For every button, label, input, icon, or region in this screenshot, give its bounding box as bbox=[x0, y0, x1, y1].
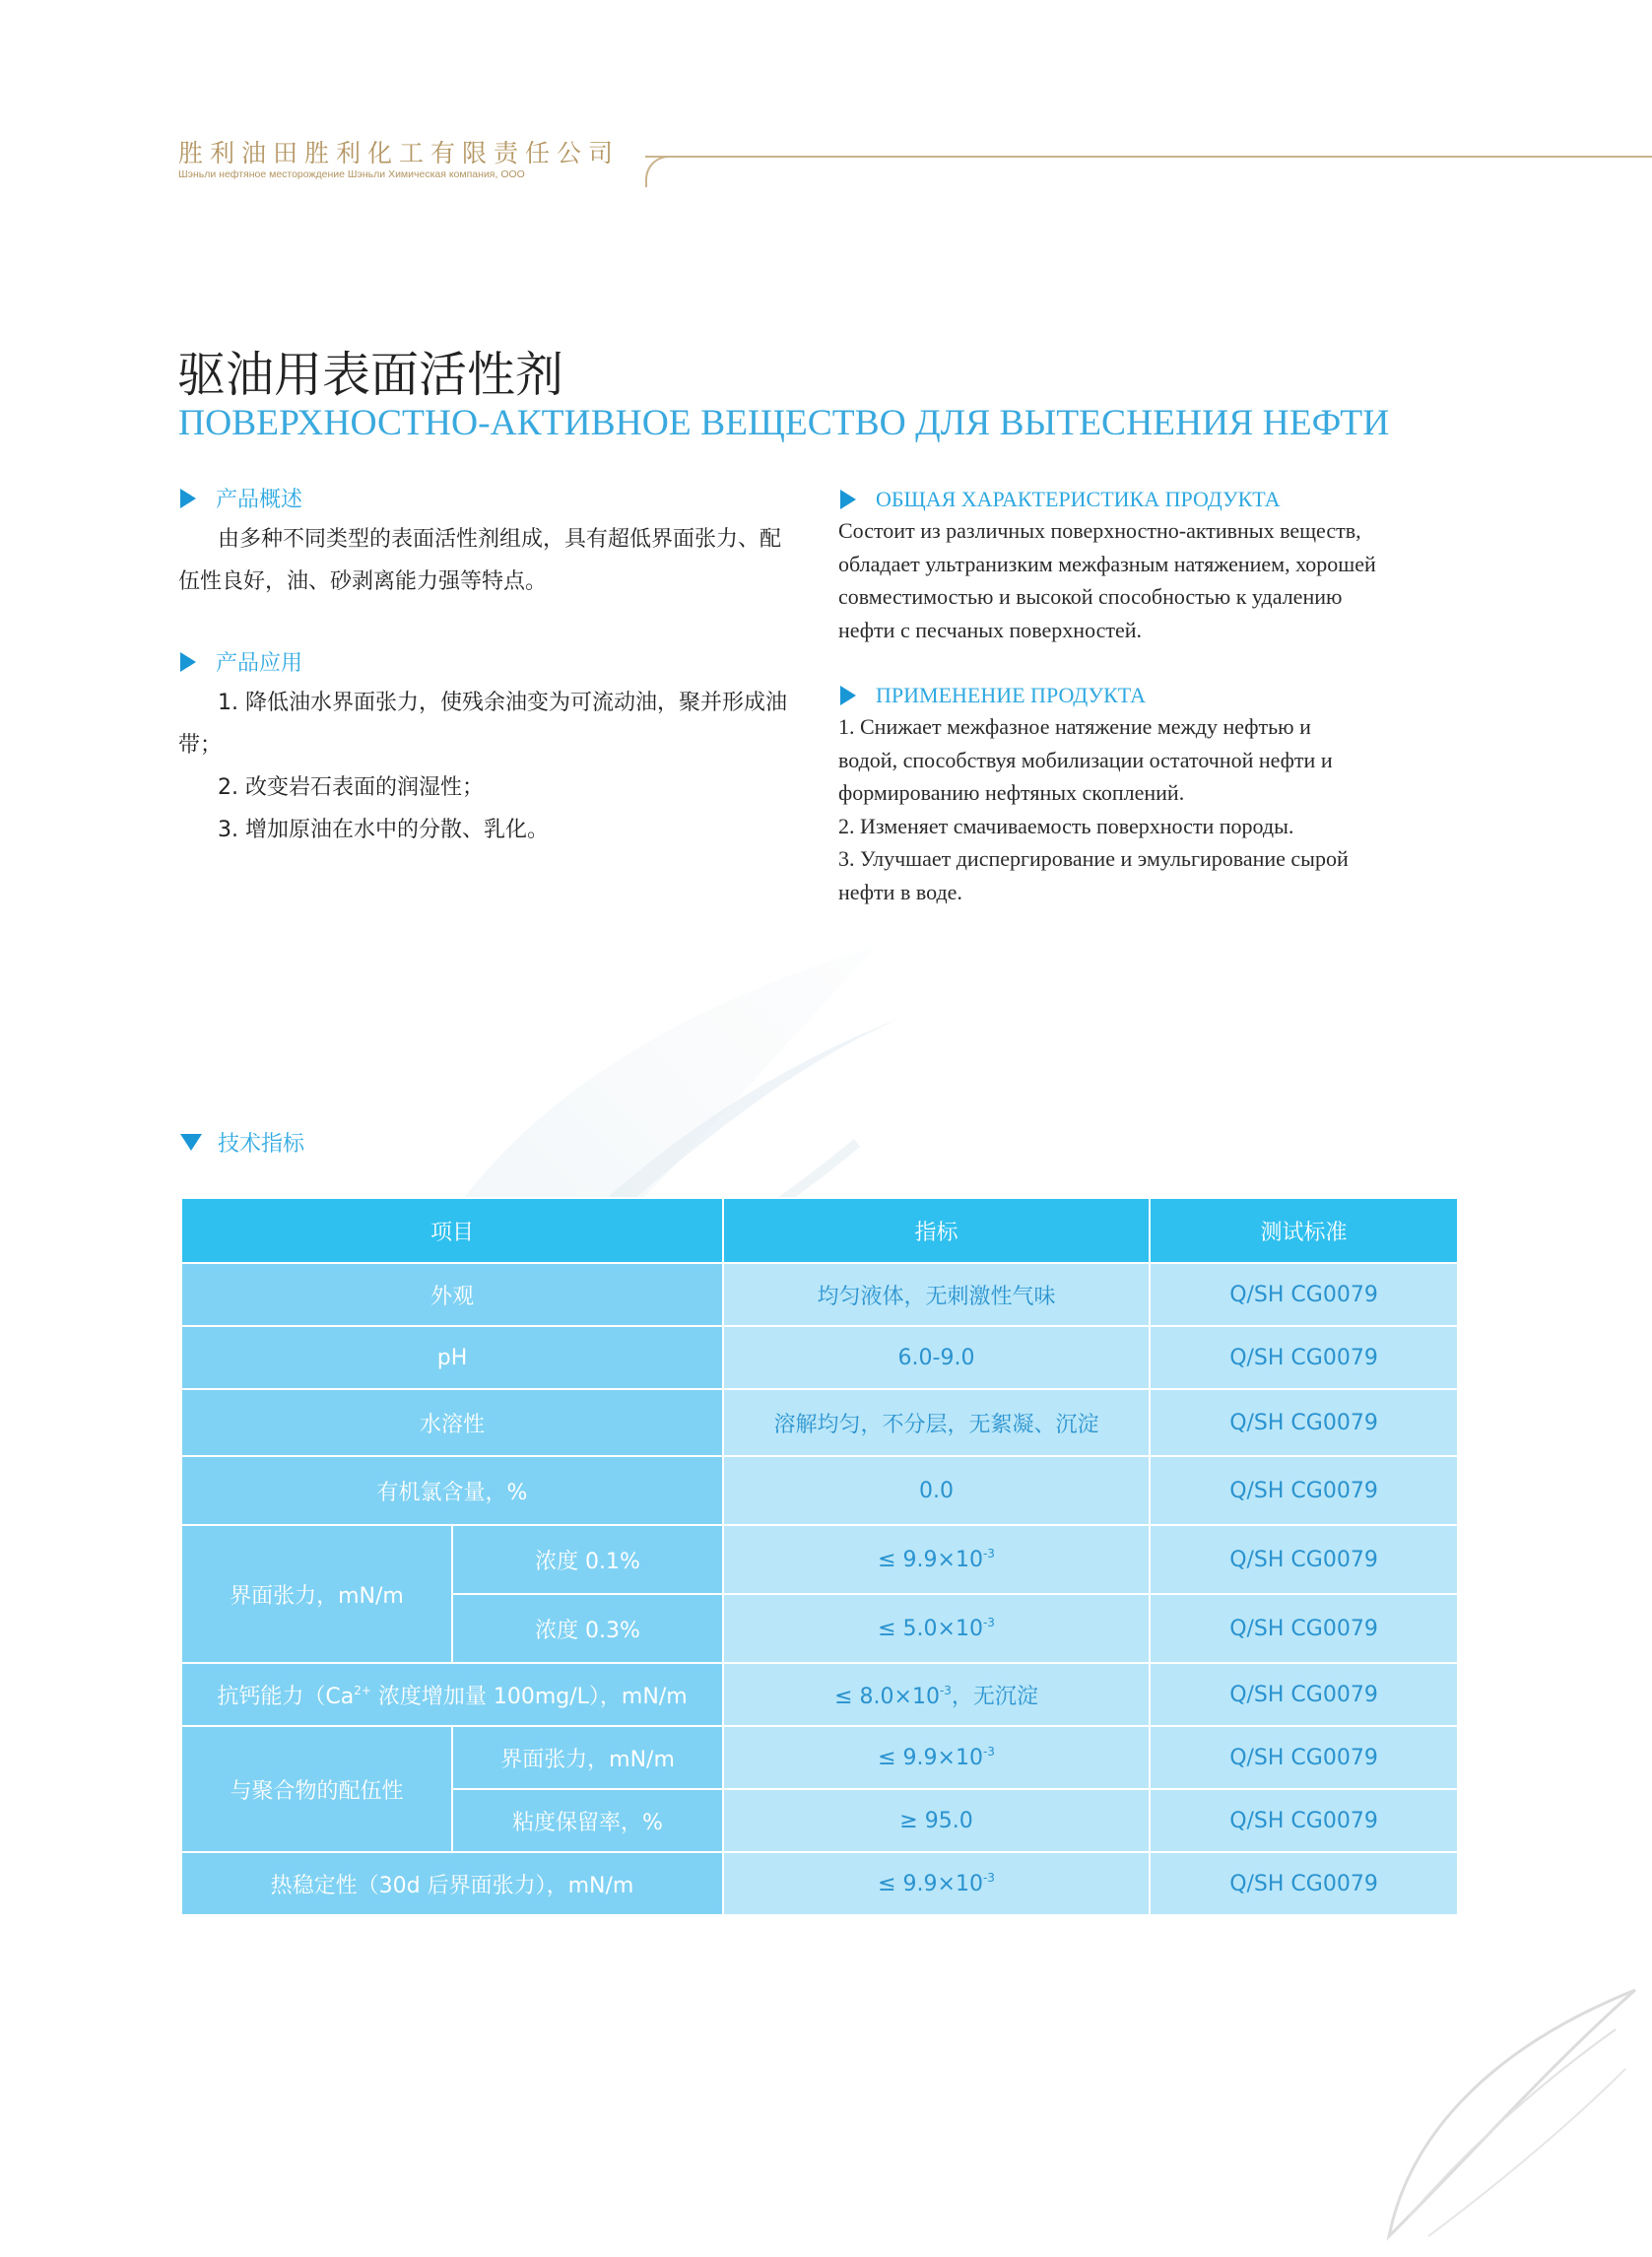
value-base: ≤ 9.9×10 bbox=[878, 1746, 983, 1770]
value-base: ≤ 5.0×10 bbox=[878, 1617, 983, 1641]
header-divider bbox=[645, 156, 1652, 158]
triangle-right-icon bbox=[840, 686, 856, 705]
table-cell-value: 溶解均匀，不分层，无絮凝、沉淀 bbox=[723, 1389, 1150, 1456]
table-cell-standard: Q/SH CG0079 bbox=[1150, 1789, 1458, 1852]
company-name-cn: 胜利油田胜利化工有限责任公司 bbox=[178, 139, 621, 167]
value-base: ≤ 9.9×10 bbox=[878, 1548, 983, 1572]
table-cell-standard: Q/SH CG0079 bbox=[1150, 1726, 1458, 1789]
table-cell-standard: Q/SH CG0079 bbox=[1150, 1594, 1458, 1663]
item-text: 抗钙能力（Ca bbox=[217, 1684, 355, 1709]
column-header-standard: 测试标准 bbox=[1150, 1198, 1458, 1263]
table-header-row bbox=[181, 1198, 1458, 1263]
table-cell-item: 与聚合物的配伍性 bbox=[181, 1726, 452, 1852]
list-item: 2. 改变岩石表面的润湿性； bbox=[218, 775, 484, 800]
table-cell-value bbox=[723, 1594, 1150, 1663]
table-row bbox=[181, 1326, 1458, 1389]
table-cell-item bbox=[181, 1663, 723, 1726]
table-cell-item: 热稳定性（30d 后界面张力），mN/m bbox=[181, 1852, 723, 1915]
text-line: формированию нефтяных скоплений. bbox=[838, 780, 1185, 805]
text-line: 2. Изменяет смачиваемость поверхности породы. bbox=[838, 813, 1294, 838]
table-cell-value: ≥ 95.0 bbox=[723, 1789, 1150, 1852]
header-divider-curve bbox=[645, 156, 669, 187]
text-line: нефти с песчаных поверхностей. bbox=[838, 617, 1143, 642]
table-row bbox=[181, 1263, 1458, 1326]
application-heading-cn-label: 产品应用 bbox=[216, 651, 303, 676]
value-exponent: -3 bbox=[982, 1745, 995, 1759]
triangle-right-icon bbox=[180, 489, 196, 508]
column-header-value: 指标 bbox=[723, 1198, 1150, 1263]
application-text-ru bbox=[838, 710, 1469, 908]
triangle-down-icon bbox=[180, 1134, 202, 1151]
table-cell-standard: Q/SH CG0079 bbox=[1150, 1663, 1458, 1726]
table-cell-value: 0.0 bbox=[723, 1456, 1150, 1525]
overview-heading-cn-label: 产品概述 bbox=[216, 488, 303, 512]
text-line: обладает ультранизким межфазным натяжением, хорошей bbox=[838, 551, 1376, 576]
table-cell-value bbox=[723, 1852, 1150, 1915]
table-cell-value bbox=[723, 1525, 1150, 1594]
triangle-right-icon bbox=[840, 490, 856, 509]
specs-heading bbox=[180, 1127, 304, 1158]
company-logo-watermark-icon bbox=[1369, 1970, 1645, 2257]
table-cell-item: pH bbox=[181, 1326, 723, 1389]
table-cell-subitem: 界面张力，mN/m bbox=[452, 1726, 723, 1789]
page-title-ru: ПОВЕРХНОСТНО-АКТИВНОЕ ВЕЩЕСТВО ДЛЯ ВЫТЕСНЕНИЯ НЕФТИ bbox=[178, 403, 1390, 443]
table-cell-value bbox=[723, 1726, 1150, 1789]
table-row bbox=[181, 1852, 1458, 1915]
table-cell-standard: Q/SH CG0079 bbox=[1150, 1263, 1458, 1326]
table-row bbox=[181, 1663, 1458, 1726]
table-cell-subitem: 浓度 0.1% bbox=[452, 1525, 723, 1594]
list-item: 1. 降低油水界面张力，使残余油变为可流动油，聚并形成油带； bbox=[178, 691, 787, 758]
item-superscript: 2+ bbox=[354, 1683, 371, 1697]
table-cell-item: 水溶性 bbox=[181, 1389, 723, 1456]
table-row bbox=[181, 1389, 1458, 1456]
table-cell-value bbox=[723, 1663, 1150, 1726]
text-line: совместимостью и высокой способностью к удалению bbox=[838, 584, 1343, 609]
table-cell-standard: Q/SH CG0079 bbox=[1150, 1852, 1458, 1915]
list-item: 3. 增加原油在水中的分散、乳化。 bbox=[218, 818, 549, 842]
text-line: водой, способствуя мобилизации остаточной нефти и bbox=[838, 747, 1333, 772]
triangle-right-icon bbox=[180, 652, 196, 672]
overview-text-cn: 由多种不同类型的表面活性剂组成，具有超低界面张力、配伍性良好，油、砂剥离能力强等特点。 bbox=[178, 527, 782, 594]
value-exponent: -3 bbox=[939, 1683, 952, 1697]
table-cell-value: 6.0-9.0 bbox=[723, 1326, 1150, 1389]
text-line: нефти в воде. bbox=[838, 879, 962, 904]
table-row bbox=[181, 1456, 1458, 1525]
table-cell-standard: Q/SH CG0079 bbox=[1150, 1326, 1458, 1389]
application-heading-cn bbox=[180, 646, 302, 677]
column-header-item: 项目 bbox=[181, 1198, 723, 1263]
value-exponent: -3 bbox=[982, 1547, 995, 1560]
table-cell-standard: Q/SH CG0079 bbox=[1150, 1525, 1458, 1594]
value-base: ≤ 9.9×10 bbox=[878, 1872, 983, 1896]
table-cell-subitem: 浓度 0.3% bbox=[452, 1594, 723, 1663]
table-row bbox=[181, 1726, 1458, 1789]
company-name-ru: Шэньли нефтяное месторождение Шэньли Химическая компания, ООО bbox=[178, 168, 525, 180]
application-heading-ru-label: ПРИМЕНЕНИЕ ПРОДУКТА bbox=[876, 683, 1146, 707]
table-cell-item: 有机氯含量，% bbox=[181, 1456, 723, 1525]
value-exponent: -3 bbox=[982, 1871, 995, 1885]
overview-heading-ru bbox=[840, 487, 1281, 512]
table-row bbox=[181, 1525, 1458, 1594]
table-cell-value: 均匀液体，无刺激性气味 bbox=[723, 1263, 1150, 1326]
overview-heading-ru-label: ОБЩАЯ ХАРАКТЕРИСТИКА ПРОДУКТА bbox=[876, 487, 1281, 511]
overview-heading-cn bbox=[180, 483, 302, 513]
value-exponent: -3 bbox=[982, 1616, 995, 1629]
table-cell-item: 界面张力，mN/m bbox=[181, 1525, 452, 1663]
text-line: 3. Улучшает диспергирование и эмульгирование сырой bbox=[838, 846, 1349, 871]
table-cell-item: 外观 bbox=[181, 1263, 723, 1326]
overview-text-ru bbox=[838, 514, 1469, 646]
specs-table bbox=[180, 1197, 1459, 1916]
table-cell-standard: Q/SH CG0079 bbox=[1150, 1456, 1458, 1525]
text-line: Состоит из различных поверхностно-активных веществ, bbox=[838, 518, 1361, 543]
application-heading-ru bbox=[840, 683, 1146, 708]
value-suffix: ，无沉淀 bbox=[951, 1684, 1038, 1709]
value-base: ≤ 8.0×10 bbox=[834, 1684, 940, 1709]
specs-heading-label: 技术指标 bbox=[218, 1132, 305, 1157]
application-list-cn bbox=[178, 682, 791, 851]
table-cell-subitem: 粘度保留率，% bbox=[452, 1789, 723, 1852]
table-cell-standard: Q/SH CG0079 bbox=[1150, 1389, 1458, 1456]
page-title-cn: 驱油用表面活性剂 bbox=[177, 347, 564, 403]
item-text: 浓度增加量 100mg/L），mN/m bbox=[370, 1684, 688, 1709]
text-line: 1. Снижает межфазное натяжение между нефтью и bbox=[838, 714, 1311, 739]
